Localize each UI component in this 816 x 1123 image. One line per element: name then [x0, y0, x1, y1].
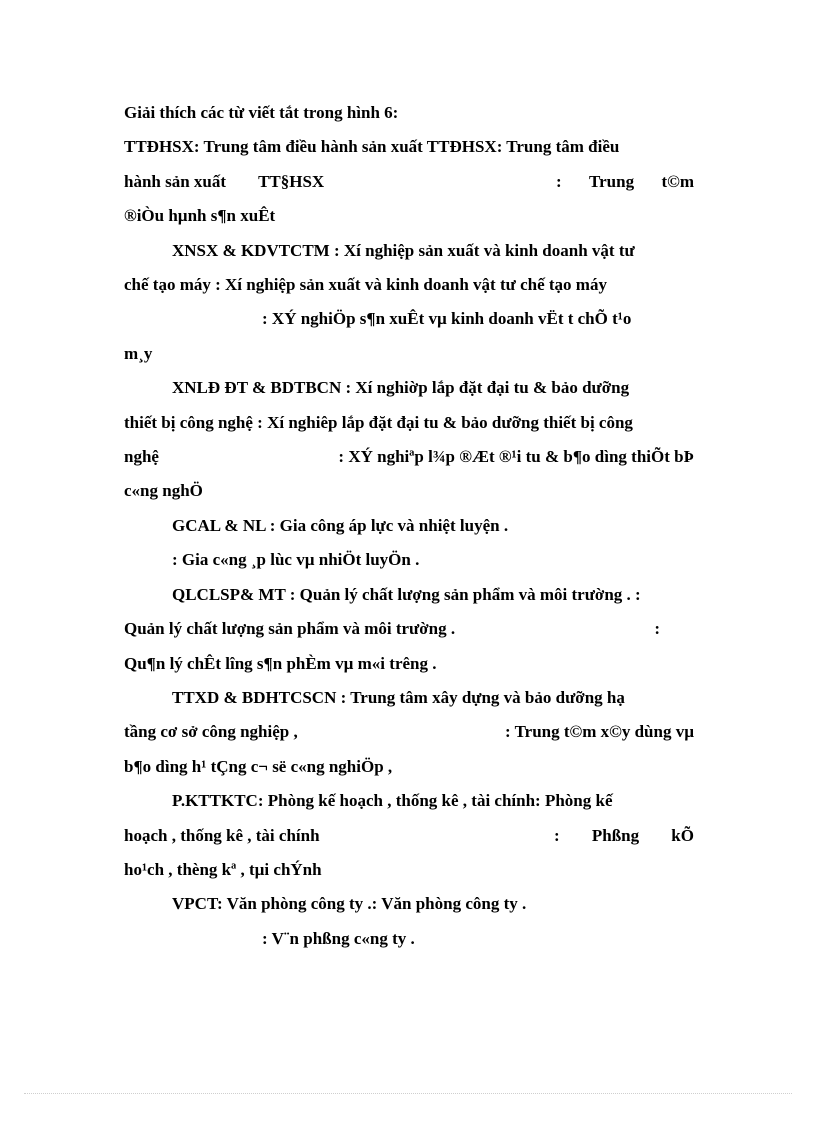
abbr-xnld-text: nghệ — [124, 447, 159, 467]
abbr-gcal-line: : Gia c«ng ¸p lùc vµ nhiÖt luyÖn . — [172, 550, 420, 570]
abbr-qlclsp-line — [124, 612, 694, 646]
abbr-ttdhsx-text: Trung — [589, 171, 635, 191]
abbr-vpct-line: : V¨n phßng c«ng ty . — [262, 928, 415, 948]
abbr-pkttktc-line — [124, 819, 694, 853]
abbr-xnld-line: thiết bị công nghệ : Xí nghiêp lắp đặt đại tu & bảo dưỡng thiết bị công — [124, 412, 633, 432]
abbr-pkttktc-text: Phßng — [591, 825, 640, 845]
abbr-xnld-text: : XÝ nghiªp l¾p ®Æt ®¹i tu & b¶o dìng thiÕt bÞ — [338, 447, 694, 467]
abbr-pkttktc-text: hoạch , thống kê , tài chính — [124, 825, 320, 845]
abbr-xnld-line: XNLĐ ĐT & BDTBCN : Xí nghiờp lắp đặt đại tu & bảo dưỡng — [172, 378, 630, 398]
abbr-ttdhsx-text: : — [556, 171, 562, 191]
abbr-qlclsp-line: Qu¶n lý chÊt lîng s¶n phÈm vµ m«i trêng . — [124, 653, 437, 673]
abbr-pkttktc-text: kÕ — [671, 825, 694, 845]
abbr-ttxd-line — [124, 715, 694, 749]
abbr-xnsx-line: m¸y — [124, 343, 153, 363]
abbr-ttxd-line: TTXD & BDHTCSCN : Trung tâm xây dựng và bảo dưỡng hạ — [172, 687, 625, 707]
abbr-qlclsp-text: : — [654, 619, 660, 639]
abbr-xnld-line — [124, 440, 694, 474]
abbr-ttxd-text: tầng cơ sở công nghiệp , — [124, 722, 298, 742]
abbr-ttdhsx-line — [124, 165, 694, 199]
section-heading: Giải thích các từ viết tắt trong hình 6: — [124, 103, 399, 122]
abbr-ttdhsx-text: t©m — [661, 171, 694, 191]
abbr-ttdhsx-text: hành sản xuất — [124, 171, 227, 191]
abbr-vpct-line: VPCT: Văn phòng công ty .: Văn phòng công ty . — [172, 894, 527, 914]
abbr-gcal-line: GCAL & NL : Gia công áp lực và nhiệt luyện . — [172, 515, 509, 535]
abbr-ttxd-line: b¶o dìng h¹ tÇng c¬ së c«ng nghiÖp , — [124, 756, 393, 776]
abbr-ttdhsx-text: TT§HSX — [258, 171, 325, 191]
abbr-xnsx-line: chế tạo máy : Xí nghiệp sản xuất và kinh doanh vật tư chế tạo máy — [124, 275, 607, 295]
page-bottom-divider — [24, 1093, 792, 1094]
abbr-xnld-line: c«ng nghÖ — [124, 481, 203, 501]
abbr-pkttktc-line: P.KTTKTC: Phòng kế hoạch , thống kê , tài chính: Phòng kế — [172, 791, 613, 811]
abbr-pkttktc-line: ho¹ch , thèng kª , tµi chÝnh — [124, 859, 322, 879]
abbr-pkttktc-text: : — [554, 825, 560, 845]
abbr-ttxd-text: : Trung t©m x©y dùng vµ — [504, 722, 694, 742]
abbr-xnsx-line: : XÝ nghiÖp s¶n xuÊt vµ kinh doanh vËt t chÕ t¹o — [262, 309, 632, 329]
abbr-xnsx-line: XNSX & KDVTCTM : Xí nghiệp sản xuất và kinh doanh vật tư — [172, 240, 635, 260]
document-page — [124, 96, 694, 956]
abbr-qlclsp-line: QLCLSP& MT : Quản lý chất lượng sản phẩm và môi trường . : — [172, 584, 641, 604]
abbr-ttdhsx-line: ®iÒu hµnh s¶n xuÊt — [124, 206, 276, 226]
abbr-ttdhsx-line: TTĐHSX: Trung tâm điều hành sản xuất TTĐHSX: Trung tâm điều — [124, 137, 620, 157]
abbr-qlclsp-text: Quản lý chất lượng sản phẩm và môi trường . — [124, 619, 456, 639]
